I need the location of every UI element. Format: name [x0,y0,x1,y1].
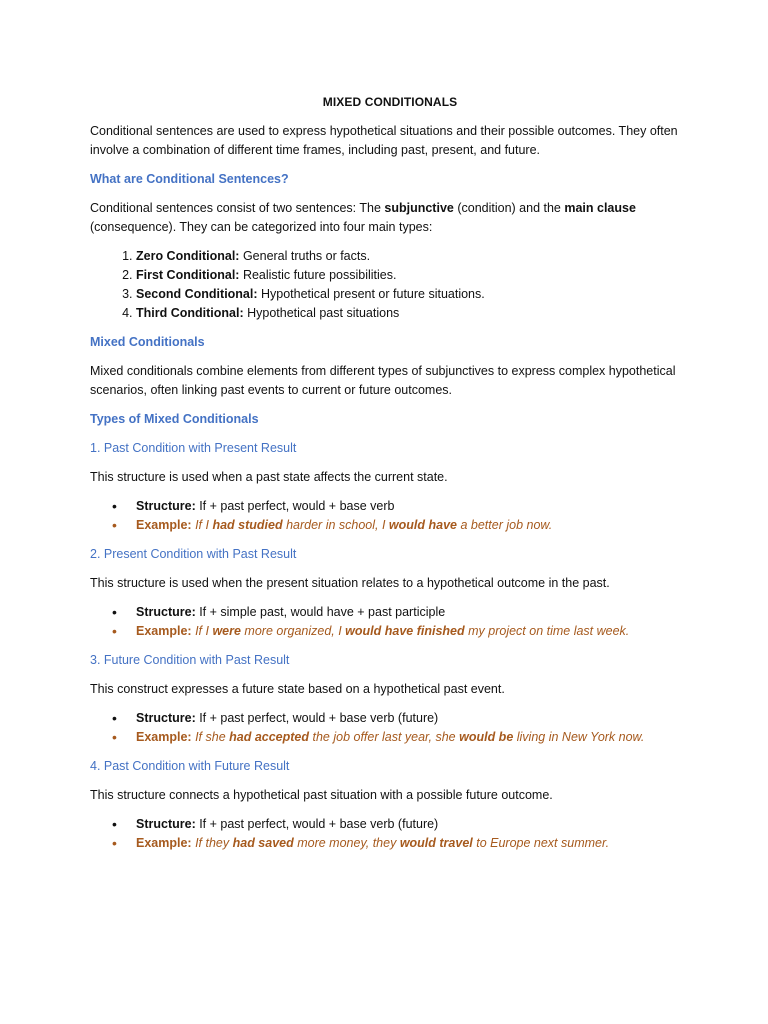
bullet-list-4 [90,815,690,853]
example-item [112,622,690,641]
example-text: If I [195,518,213,532]
text-run: (consequence). They can be categorized into four main types: [90,220,433,234]
text-run: (condition) and the [453,201,565,215]
text-run-bold: main clause [564,201,636,215]
subheading-2: 2. Present Condition with Past Result [90,547,297,561]
example-text: If she [195,730,230,744]
list-item-label: Third Conditional: [136,306,244,320]
example-bold: would have [388,518,457,532]
example-text: If they [195,836,233,850]
conditional-types-list [90,247,690,323]
example-text: to Europe next summer. [472,836,610,850]
structure-text: If + past perfect, would + base verb (future) [195,817,439,831]
example-bold: had studied [212,518,283,532]
example-item [112,834,690,853]
bullet-icon: • [112,835,117,851]
example-text: harder in school, I [282,518,389,532]
list-item [136,304,690,323]
structure-label: Structure: [136,605,196,619]
page-title: MIXED CONDITIONALS [322,95,458,109]
example-label: Example: [136,730,192,744]
example-item [112,516,690,535]
example-text: If I [195,624,213,638]
example-bold: had saved [232,836,294,850]
structure-item [112,709,690,728]
structure-label: Structure: [136,817,196,831]
structure-text: If + past perfect, would + base verb (future) [195,711,439,725]
bullet-list-3 [90,709,690,747]
example-label: Example: [136,624,192,638]
list-item [136,285,690,304]
list-item-text: Hypothetical present or future situations. [257,287,485,301]
example-bold: were [212,624,241,638]
text-run: Conditional sentences consist of two sentences: The [90,201,385,215]
bullet-icon: • [112,604,117,620]
description-1: This structure is used when a past state affects the current state. [90,470,448,484]
example-label: Example: [136,836,192,850]
structure-item [112,497,690,516]
structure-text: If + simple past, would have + past participle [195,605,446,619]
list-item [136,247,690,266]
bullet-icon: • [112,816,117,832]
example-label: Example: [136,518,192,532]
example-text: my project on time last week. [464,624,630,638]
example-text: more money, they [293,836,400,850]
list-item-text: Hypothetical past situations [243,306,400,320]
list-item-label: First Conditional: [136,268,240,282]
description-2: This structure is used when the present situation relates to a hypothetical outcome in the past. [90,576,610,590]
structure-item [112,815,690,834]
structure-text: If + past perfect, would + base verb [195,499,395,513]
bullet-icon: • [112,623,117,639]
list-item-label: Second Conditional: [136,287,258,301]
subheading-3: 3. Future Condition with Past Result [90,653,290,667]
bullet-list-1 [90,497,690,535]
list-item [136,266,690,285]
bullet-icon: • [112,517,117,533]
description-4: This structure connects a hypothetical past situation with a possible future outcome. [90,788,553,802]
text-run-bold: subjunctive [384,201,454,215]
bullet-icon: • [112,710,117,726]
mixed-conditionals-paragraph: Mixed conditionals combine elements from different types of subjunctives to express complex hypothetical scenarios, often linking past events to current or future outcomes. [90,364,676,397]
example-bold: would be [459,730,514,744]
structure-label: Structure: [136,711,196,725]
example-text: living in New York now. [513,730,645,744]
conditional-sentences-paragraph [90,199,690,237]
example-bold: would have finished [345,624,465,638]
example-bold: would travel [399,836,473,850]
structure-item [112,603,690,622]
example-text: a better job now. [457,518,553,532]
list-item-text: General truths or facts. [239,249,371,263]
example-text: the job offer last year, she [309,730,460,744]
section-heading-mixed-conditionals: Mixed Conditionals [90,335,205,349]
list-item-text: Realistic future possibilities. [239,268,397,282]
bullet-icon: • [112,498,117,514]
subheading-1: 1. Past Condition with Present Result [90,441,297,455]
list-item-label: Zero Conditional: [136,249,240,263]
bullet-list-2 [90,603,690,641]
section-heading-conditional-sentences: What are Conditional Sentences? [90,172,289,186]
bullet-icon: • [112,729,117,745]
example-item [112,728,690,747]
structure-label: Structure: [136,499,196,513]
document-body [90,93,690,863]
description-3: This construct expresses a future state based on a hypothetical past event. [90,682,505,696]
example-bold: had accepted [229,730,310,744]
subheading-4: 4. Past Condition with Future Result [90,759,290,773]
section-heading-types: Types of Mixed Conditionals [90,412,259,426]
example-text: more organized, I [240,624,346,638]
intro-paragraph: Conditional sentences are used to express hypothetical situations and their possible outcomes. They often involve a combination of different time frames, including past, present, and future. [90,124,678,157]
